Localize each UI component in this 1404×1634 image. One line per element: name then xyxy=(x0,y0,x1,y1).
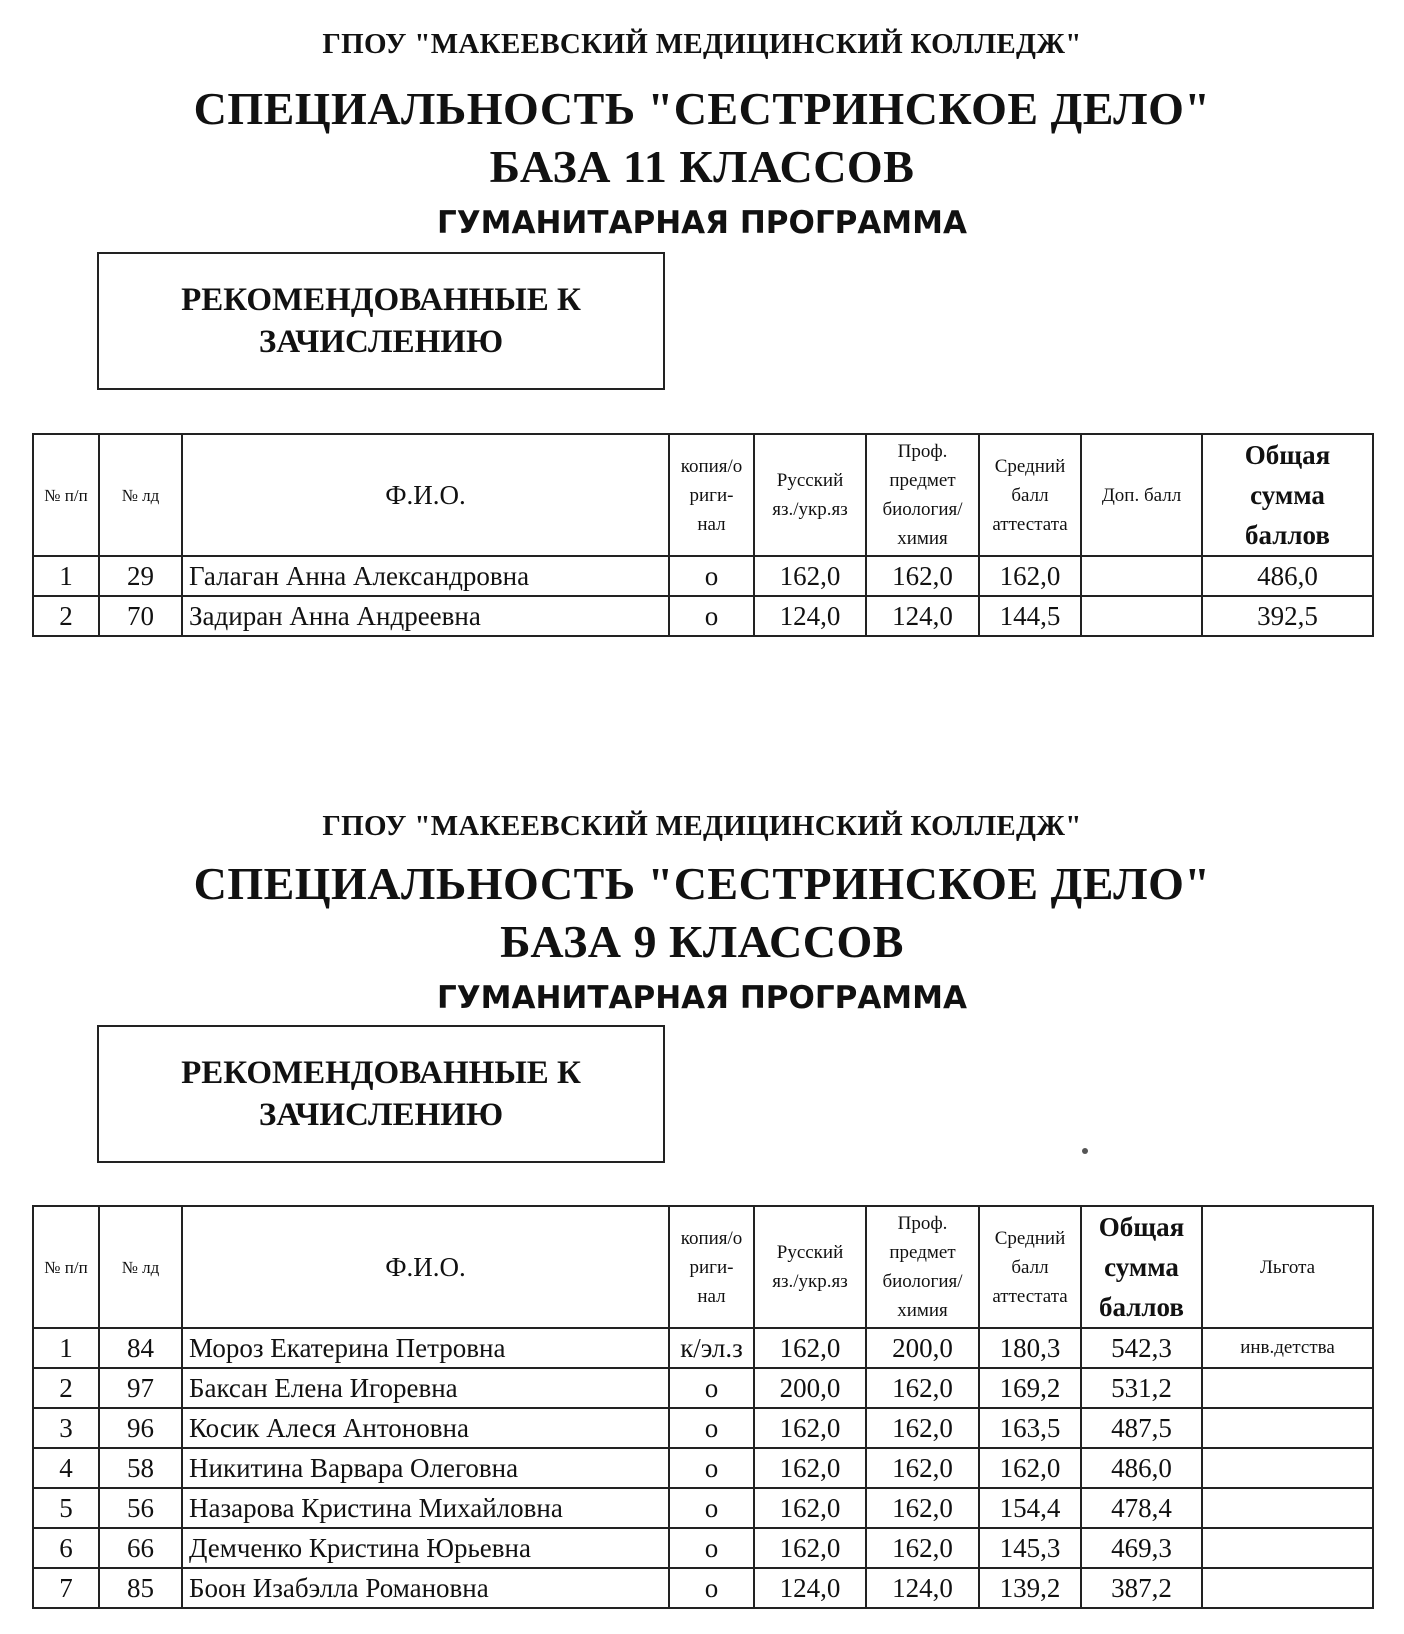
cell-ld: 29 xyxy=(99,556,182,596)
cell-total: 486,0 xyxy=(1081,1448,1202,1488)
table-row xyxy=(33,1528,1373,1568)
cell-total: 478,4 xyxy=(1081,1488,1202,1528)
cell-avg: 180,3 xyxy=(979,1328,1081,1368)
cell-lgota xyxy=(1202,1488,1373,1528)
scan-speck xyxy=(1082,1148,1088,1154)
table-row xyxy=(33,1408,1373,1448)
cell-avg: 169,2 xyxy=(979,1368,1081,1408)
table-row xyxy=(33,1448,1373,1488)
cell-prof: 124,0 xyxy=(866,596,979,636)
cell-total: 387,2 xyxy=(1081,1568,1202,1608)
cell-russian: 162,0 xyxy=(754,556,866,596)
col-copy-line2: риги- xyxy=(689,1256,734,1278)
cell-copy: о xyxy=(669,1448,754,1488)
cell-num: 2 xyxy=(33,596,99,636)
col-extra: Доп. балл xyxy=(1081,434,1202,556)
results-table-2-body xyxy=(33,1328,1373,1608)
cell-russian: 162,0 xyxy=(754,1528,866,1568)
cell-num: 3 xyxy=(33,1408,99,1448)
cell-total: 469,3 xyxy=(1081,1528,1202,1568)
cell-copy: о xyxy=(669,1408,754,1448)
cell-lgota xyxy=(1202,1568,1373,1608)
cell-extra xyxy=(1081,596,1202,636)
table-row xyxy=(33,1328,1373,1368)
program-title-2: ГУМАНИТАРНАЯ ПРОГРАММА xyxy=(436,980,967,1016)
cell-ld: 58 xyxy=(99,1448,182,1488)
col-russian xyxy=(754,1206,866,1328)
col-total-line2: сумма xyxy=(1250,480,1325,510)
col-prof-line1: Проф. xyxy=(897,441,948,462)
cell-lgota: инв.детства xyxy=(1202,1328,1373,1368)
cell-copy: о xyxy=(669,1488,754,1528)
college-title-2: ГПОУ "МАКЕЕВСКИЙ МЕДИЦИНСКИЙ КОЛЛЕДЖ" xyxy=(322,810,1082,842)
cell-lgota xyxy=(1202,1368,1373,1408)
specialty-title-2: СПЕЦИАЛЬНОСТЬ "СЕСТРИНСКОЕ ДЕЛО" xyxy=(193,858,1211,909)
cell-copy: о xyxy=(669,596,754,636)
col-prof-line2: предмет xyxy=(889,1242,956,1263)
program-title-1: ГУМАНИТАРНАЯ ПРОГРАММА xyxy=(436,205,967,241)
cell-prof: 162,0 xyxy=(866,556,979,596)
col-russian-line2: яз./укр.яз xyxy=(772,1271,848,1292)
cell-fio: Галаган Анна Александровна xyxy=(182,556,669,596)
col-total-line2: сумма xyxy=(1104,1252,1179,1282)
col-avg xyxy=(979,434,1081,556)
base-title-2: БАЗА 9 КЛАССОВ xyxy=(500,916,904,967)
col-avg-line1: Средний xyxy=(994,455,1066,477)
results-table-1 xyxy=(32,433,1374,637)
recommended-box-2 xyxy=(97,1025,665,1163)
cell-russian: 124,0 xyxy=(754,1568,866,1608)
col-prof xyxy=(866,1206,979,1328)
col-avg-line3: аттестата xyxy=(992,1285,1068,1307)
col-avg-line3: аттестата xyxy=(992,513,1068,535)
table-row xyxy=(33,556,1373,596)
cell-total: 531,2 xyxy=(1081,1368,1202,1408)
cell-fio: Назарова Кристина Михайловна xyxy=(182,1488,669,1528)
col-prof-line3: биология/ xyxy=(882,499,963,520)
cell-russian: 162,0 xyxy=(754,1448,866,1488)
cell-avg: 144,5 xyxy=(979,596,1081,636)
cell-avg: 163,5 xyxy=(979,1408,1081,1448)
cell-num: 1 xyxy=(33,556,99,596)
col-copy-line1: копия/о xyxy=(680,455,743,477)
col-russian xyxy=(754,434,866,556)
cell-copy: о xyxy=(669,1528,754,1568)
specialty-title-1: СПЕЦИАЛЬНОСТЬ "СЕСТРИНСКОЕ ДЕЛО" xyxy=(193,83,1211,134)
cell-total: 542,3 xyxy=(1081,1328,1202,1368)
recommended-line1: РЕКОМЕНДОВАННЫЕ К xyxy=(181,282,581,318)
cell-copy: о xyxy=(669,1568,754,1608)
base-title-1: БАЗА 11 КЛАССОВ xyxy=(489,141,915,192)
cell-prof: 162,0 xyxy=(866,1528,979,1568)
col-total-line1: Общая xyxy=(1244,440,1331,470)
cell-prof: 200,0 xyxy=(866,1328,979,1368)
cell-ld: 70 xyxy=(99,596,182,636)
col-lgota: Льгота xyxy=(1202,1206,1373,1328)
col-fio: Ф.И.О. xyxy=(182,434,669,556)
cell-num: 6 xyxy=(33,1528,99,1568)
col-russian-line1: Русский xyxy=(776,1242,844,1263)
col-prof xyxy=(866,434,979,556)
table-row xyxy=(33,1488,1373,1528)
cell-ld: 84 xyxy=(99,1328,182,1368)
col-copy xyxy=(669,434,754,556)
col-russian-line2: яз./укр.яз xyxy=(772,499,848,520)
cell-total: 487,5 xyxy=(1081,1408,1202,1448)
col-russian-line1: Русский xyxy=(776,470,844,491)
cell-avg: 162,0 xyxy=(979,556,1081,596)
cell-ld: 56 xyxy=(99,1488,182,1528)
col-copy-line1: копия/о xyxy=(680,1227,743,1249)
cell-ld: 96 xyxy=(99,1408,182,1448)
col-fio: Ф.И.О. xyxy=(182,1206,669,1328)
col-avg-line1: Средний xyxy=(994,1227,1066,1249)
cell-num: 1 xyxy=(33,1328,99,1368)
cell-total: 486,0 xyxy=(1202,556,1373,596)
cell-prof: 162,0 xyxy=(866,1488,979,1528)
cell-copy: к/эл.з xyxy=(669,1328,754,1368)
cell-avg: 145,3 xyxy=(979,1528,1081,1568)
cell-lgota xyxy=(1202,1408,1373,1448)
table-row xyxy=(33,1368,1373,1408)
recommended-line2: ЗАЧИСЛЕНИЮ xyxy=(258,1097,504,1133)
cell-lgota xyxy=(1202,1448,1373,1488)
col-prof-line4: химия xyxy=(897,528,948,549)
cell-avg: 154,4 xyxy=(979,1488,1081,1528)
col-prof-line4: химия xyxy=(897,1300,948,1321)
cell-russian: 162,0 xyxy=(754,1328,866,1368)
recommended-line2: ЗАЧИСЛЕНИЮ xyxy=(258,324,504,360)
col-total xyxy=(1202,434,1373,556)
col-total-line3: баллов xyxy=(1099,1292,1184,1322)
cell-num: 7 xyxy=(33,1568,99,1608)
col-num: № п/п xyxy=(33,434,99,556)
cell-prof: 162,0 xyxy=(866,1368,979,1408)
col-prof-line3: биология/ xyxy=(882,1271,963,1292)
col-total-line3: баллов xyxy=(1245,520,1330,550)
col-avg-line2: балл xyxy=(1011,1256,1049,1278)
recommended-line1: РЕКОМЕНДОВАННЫЕ К xyxy=(181,1055,581,1091)
cell-russian: 162,0 xyxy=(754,1488,866,1528)
col-avg xyxy=(979,1206,1081,1328)
table-header-row xyxy=(33,1206,1373,1328)
cell-num: 4 xyxy=(33,1448,99,1488)
col-num: № п/п xyxy=(33,1206,99,1328)
col-total xyxy=(1081,1206,1202,1328)
cell-lgota xyxy=(1202,1528,1373,1568)
table-header-row xyxy=(33,434,1373,556)
table-row xyxy=(33,596,1373,636)
results-table-2 xyxy=(32,1205,1374,1609)
col-prof-line1: Проф. xyxy=(897,1213,948,1234)
col-avg-line2: балл xyxy=(1011,484,1049,506)
col-copy xyxy=(669,1206,754,1328)
cell-prof: 124,0 xyxy=(866,1568,979,1608)
col-total-line1: Общая xyxy=(1098,1212,1185,1242)
recommended-box-1 xyxy=(97,252,665,390)
cell-ld: 85 xyxy=(99,1568,182,1608)
cell-prof: 162,0 xyxy=(866,1408,979,1448)
cell-num: 2 xyxy=(33,1368,99,1408)
cell-fio: Боон Изабэлла Романовна xyxy=(182,1568,669,1608)
cell-fio: Никитина Варвара Олеговна xyxy=(182,1448,669,1488)
cell-avg: 162,0 xyxy=(979,1448,1081,1488)
cell-total: 392,5 xyxy=(1202,596,1373,636)
col-ld: № лд xyxy=(99,1206,182,1328)
col-copy-line3: нал xyxy=(697,1285,726,1307)
cell-fio: Косик Алеся Антоновна xyxy=(182,1408,669,1448)
cell-copy: о xyxy=(669,1368,754,1408)
cell-russian: 124,0 xyxy=(754,596,866,636)
col-prof-line2: предмет xyxy=(889,470,956,491)
cell-num: 5 xyxy=(33,1488,99,1528)
cell-fio: Демченко Кристина Юрьевна xyxy=(182,1528,669,1568)
col-copy-line3: нал xyxy=(697,513,726,535)
col-ld: № лд xyxy=(99,434,182,556)
cell-ld: 66 xyxy=(99,1528,182,1568)
cell-russian: 200,0 xyxy=(754,1368,866,1408)
table-row xyxy=(33,1568,1373,1608)
cell-prof: 162,0 xyxy=(866,1448,979,1488)
cell-russian: 162,0 xyxy=(754,1408,866,1448)
cell-fio: Задиран Анна Андреевна xyxy=(182,596,669,636)
cell-fio: Баксан Елена Игоревна xyxy=(182,1368,669,1408)
cell-avg: 139,2 xyxy=(979,1568,1081,1608)
cell-fio: Мороз Екатерина Петровна xyxy=(182,1328,669,1368)
cell-ld: 97 xyxy=(99,1368,182,1408)
college-title-1: ГПОУ "МАКЕЕВСКИЙ МЕДИЦИНСКИЙ КОЛЛЕДЖ" xyxy=(322,28,1082,60)
cell-extra xyxy=(1081,556,1202,596)
cell-copy: о xyxy=(669,556,754,596)
col-copy-line2: риги- xyxy=(689,484,734,506)
